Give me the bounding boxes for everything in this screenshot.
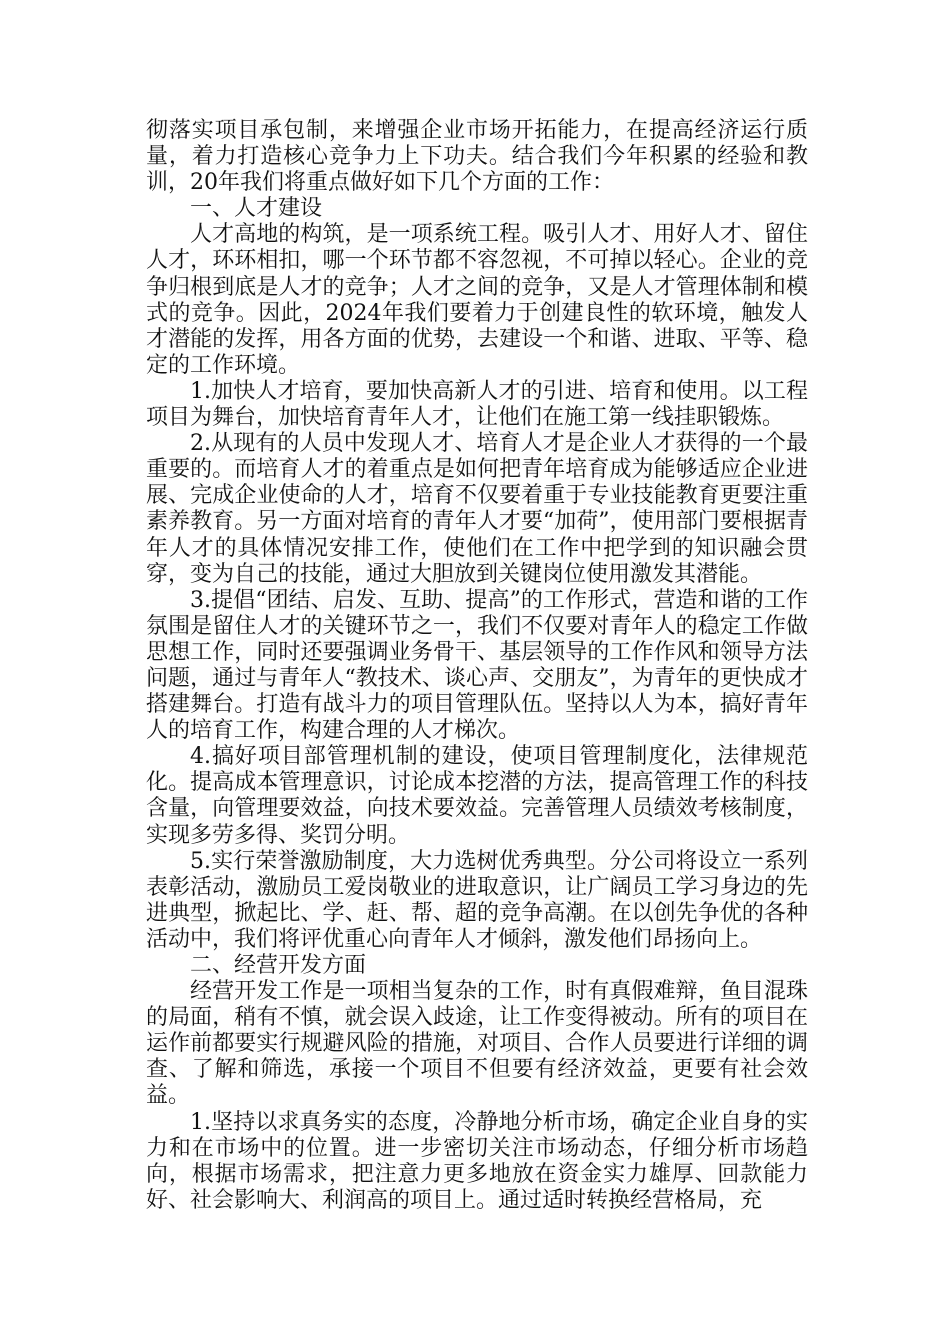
paragraph-talent-item-1: 1.加快人才培育，要加快高新人才的引进、培育和使用。以工程项目为舞台，加快培育青年人才，让他们在施工第一线挂职锻炼。: [146, 378, 808, 431]
section-heading-business: 二、经营开发方面: [190, 953, 367, 978]
document-page: [146, 118, 808, 1214]
paragraph-business-overview: 经营开发工作是一项相当复杂的工作，时有真假难辩，鱼目混珠的局面，稍有不慎，就会误入歧途，让工作变得被动。所有的项目在运作前都要实行规避风险的措施，对项目、合作人员要进行详细的调查、了解和筛选，承接一个项目不但要有经济效益，更要有社会效益。: [146, 979, 808, 1109]
paragraph-intro: 彻落实项目承包制，来增强企业市场开拓能力，在提高经济运行质量，着力打造核心竞争力上下功夫。结合我们今年积累的经验和教训，20年我们将重点做好如下几个方面的工作：: [146, 118, 808, 196]
paragraph-talent-item-3: 3.提倡“团结、启发、互助、提高”的工作形式，营造和谐的工作氛围是留住人才的关键环节之一，我们不仅要对青年人的稳定工作做思想工作，同时还要强调业务骨干、基层领导的工作作风和领导方法问题，通过与青年人“教技术、谈心声、交朋友”，为青年的更快成才搭建舞台。打造有战斗力的项目管理队伍。坚持以人为本，搞好青年人的培育工作，构建合理的人才梯次。: [146, 587, 808, 744]
paragraph-talent-overview: 人才高地的构筑，是一项系统工程。吸引人才、用好人才、留住人才，环环相扣，哪一个环节都不容忽视，不可掉以轻心。企业的竞争归根到底是人才的竞争；人才之间的竞争，又是人才管理体制和模式的竞争。因此，2024年我们要着力于创建良性的软环境，触发人才潜能的发挥，用各方面的优势，去建设一个和谐、进取、平等、稳定的工作环境。: [146, 222, 808, 378]
paragraph-talent-item-5: 5.实行荣誉激励制度，大力选树优秀典型。分公司将设立一系列表彰活动，激励员工爱岗敬业的进取意识，让广阔员工学习身边的先进典型，掀起比、学、赶、帮、超的竞争高潮。在以创先争优的各种活动中，我们将评优重心向青年人才倾斜，激发他们昂扬向上。: [146, 848, 808, 952]
section-heading-talent: 一、人才建设: [190, 196, 323, 222]
paragraph-talent-item-4: 4.搞好项目部管理机制的建设，使项目管理制度化，法律规范化。提高成本管理意识，讨论成本挖潜的方法，提高管理工作的科技含量，向管理要效益，向技术要效益。完善管理人员绩效考核制度，实现多劳多得、奖罚分明。: [146, 744, 808, 848]
paragraph-talent-item-2: 2.从现有的人员中发现人才、培育人才是企业人才获得的一个最重要的。而培育人才的着重点是如何把青年培育成为能够适应企业进展、完成企业使命的人才，培育不仅要着重于专业技能教育更要注重素养教育。另一方面对培育的青年人才要“加荷”，使用部门要根据青年人才的具体情况安排工作，使他们在工作中把学到的知识融会贯穿，变为自己的技能，通过大胆放到关键岗位使用激发其潜能。: [146, 431, 808, 587]
paragraph-business-item-1: 1.坚持以求真务实的态度，冷静地分析市场，确定企业自身的实力和在市场中的位置。进一步密切关注市场动态，仔细分析市场趋向，根据市场需求，把注意力更多地放在资金实力雄厚、回款能力好、社会影响大、利润高的项目上。通过适时转换经营格局，充: [146, 1109, 808, 1213]
